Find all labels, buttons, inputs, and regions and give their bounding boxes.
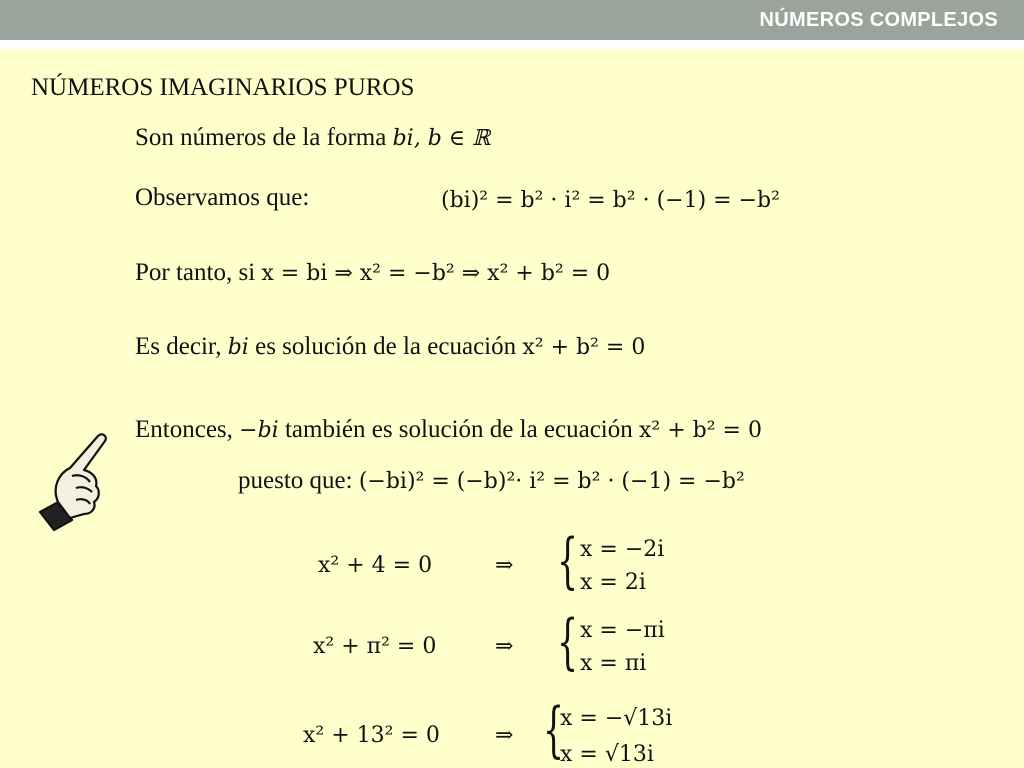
conclusion-math: x = bi ⇒ x² = −b² ⇒ x² + b² = 0 — [261, 261, 611, 286]
implies-arrow: ⇒ — [495, 723, 514, 748]
entonces-math-b: x² + b² = 0 — [639, 418, 762, 443]
definition-text: Son números de la forma — [135, 124, 393, 151]
pointing-hand-icon — [32, 430, 112, 535]
solution-positive: x = πi — [580, 651, 647, 676]
conclusion-line — [135, 259, 610, 287]
puesto-que-math: (−bi)² = (−b)²· i² = b² · (−1) = −b² — [358, 469, 745, 494]
es-decir-text-a: Es decir, — [135, 333, 228, 360]
header-title: NÚMEROS COMPLEJOS — [759, 9, 998, 31]
entonces-text-a: Entonces, — [135, 416, 240, 443]
definition-math: bi, b ∈ ℝ — [392, 126, 491, 151]
observation-math: (bi)² = b² · i² = b² · (−1) = −b² — [441, 188, 780, 213]
observation-math-line — [441, 186, 780, 214]
example-1 — [318, 553, 432, 578]
left-brace-icon: { — [543, 695, 565, 765]
es-decir-math-b: x² + b² = 0 — [522, 335, 646, 360]
header-divider — [0, 40, 1024, 49]
solution-positive: x = 2i — [580, 570, 646, 595]
entonces-text-b: también es solución de la ecuación — [278, 416, 639, 443]
left-brace-icon: { — [557, 526, 579, 596]
observation-line — [135, 184, 309, 212]
example-equation: x² + 13² = 0 — [303, 723, 440, 748]
example-2 — [313, 634, 436, 659]
implies-arrow: ⇒ — [495, 553, 514, 578]
left-brace-icon: { — [557, 607, 579, 677]
example-3 — [303, 723, 440, 748]
observation-text: Observamos que: — [135, 184, 310, 211]
implies-arrow: ⇒ — [495, 634, 514, 659]
puesto-que-text: puesto que: — [238, 467, 359, 494]
entonces-math-a: −bi — [239, 418, 279, 443]
solution-negative: x = −2i — [580, 537, 665, 562]
example-equation: x² + π² = 0 — [313, 634, 437, 659]
es-decir-line — [135, 333, 645, 361]
solution-negative: x = −√13i — [560, 706, 673, 731]
conclusion-text: Por tanto, si — [135, 259, 262, 286]
es-decir-math-a: bi — [227, 335, 249, 360]
solution-negative: x = −πi — [580, 618, 665, 643]
definition-line — [135, 124, 490, 152]
solution-positive: x = √13i — [560, 742, 654, 767]
header-bar — [0, 0, 1024, 40]
puesto-que-line — [238, 467, 745, 495]
example-equation: x² + 4 = 0 — [318, 553, 433, 578]
section-heading: NÚMEROS IMAGINARIOS PUROS — [31, 74, 415, 101]
es-decir-text-b: es solución de la ecuación — [248, 333, 523, 360]
entonces-line — [135, 416, 762, 444]
